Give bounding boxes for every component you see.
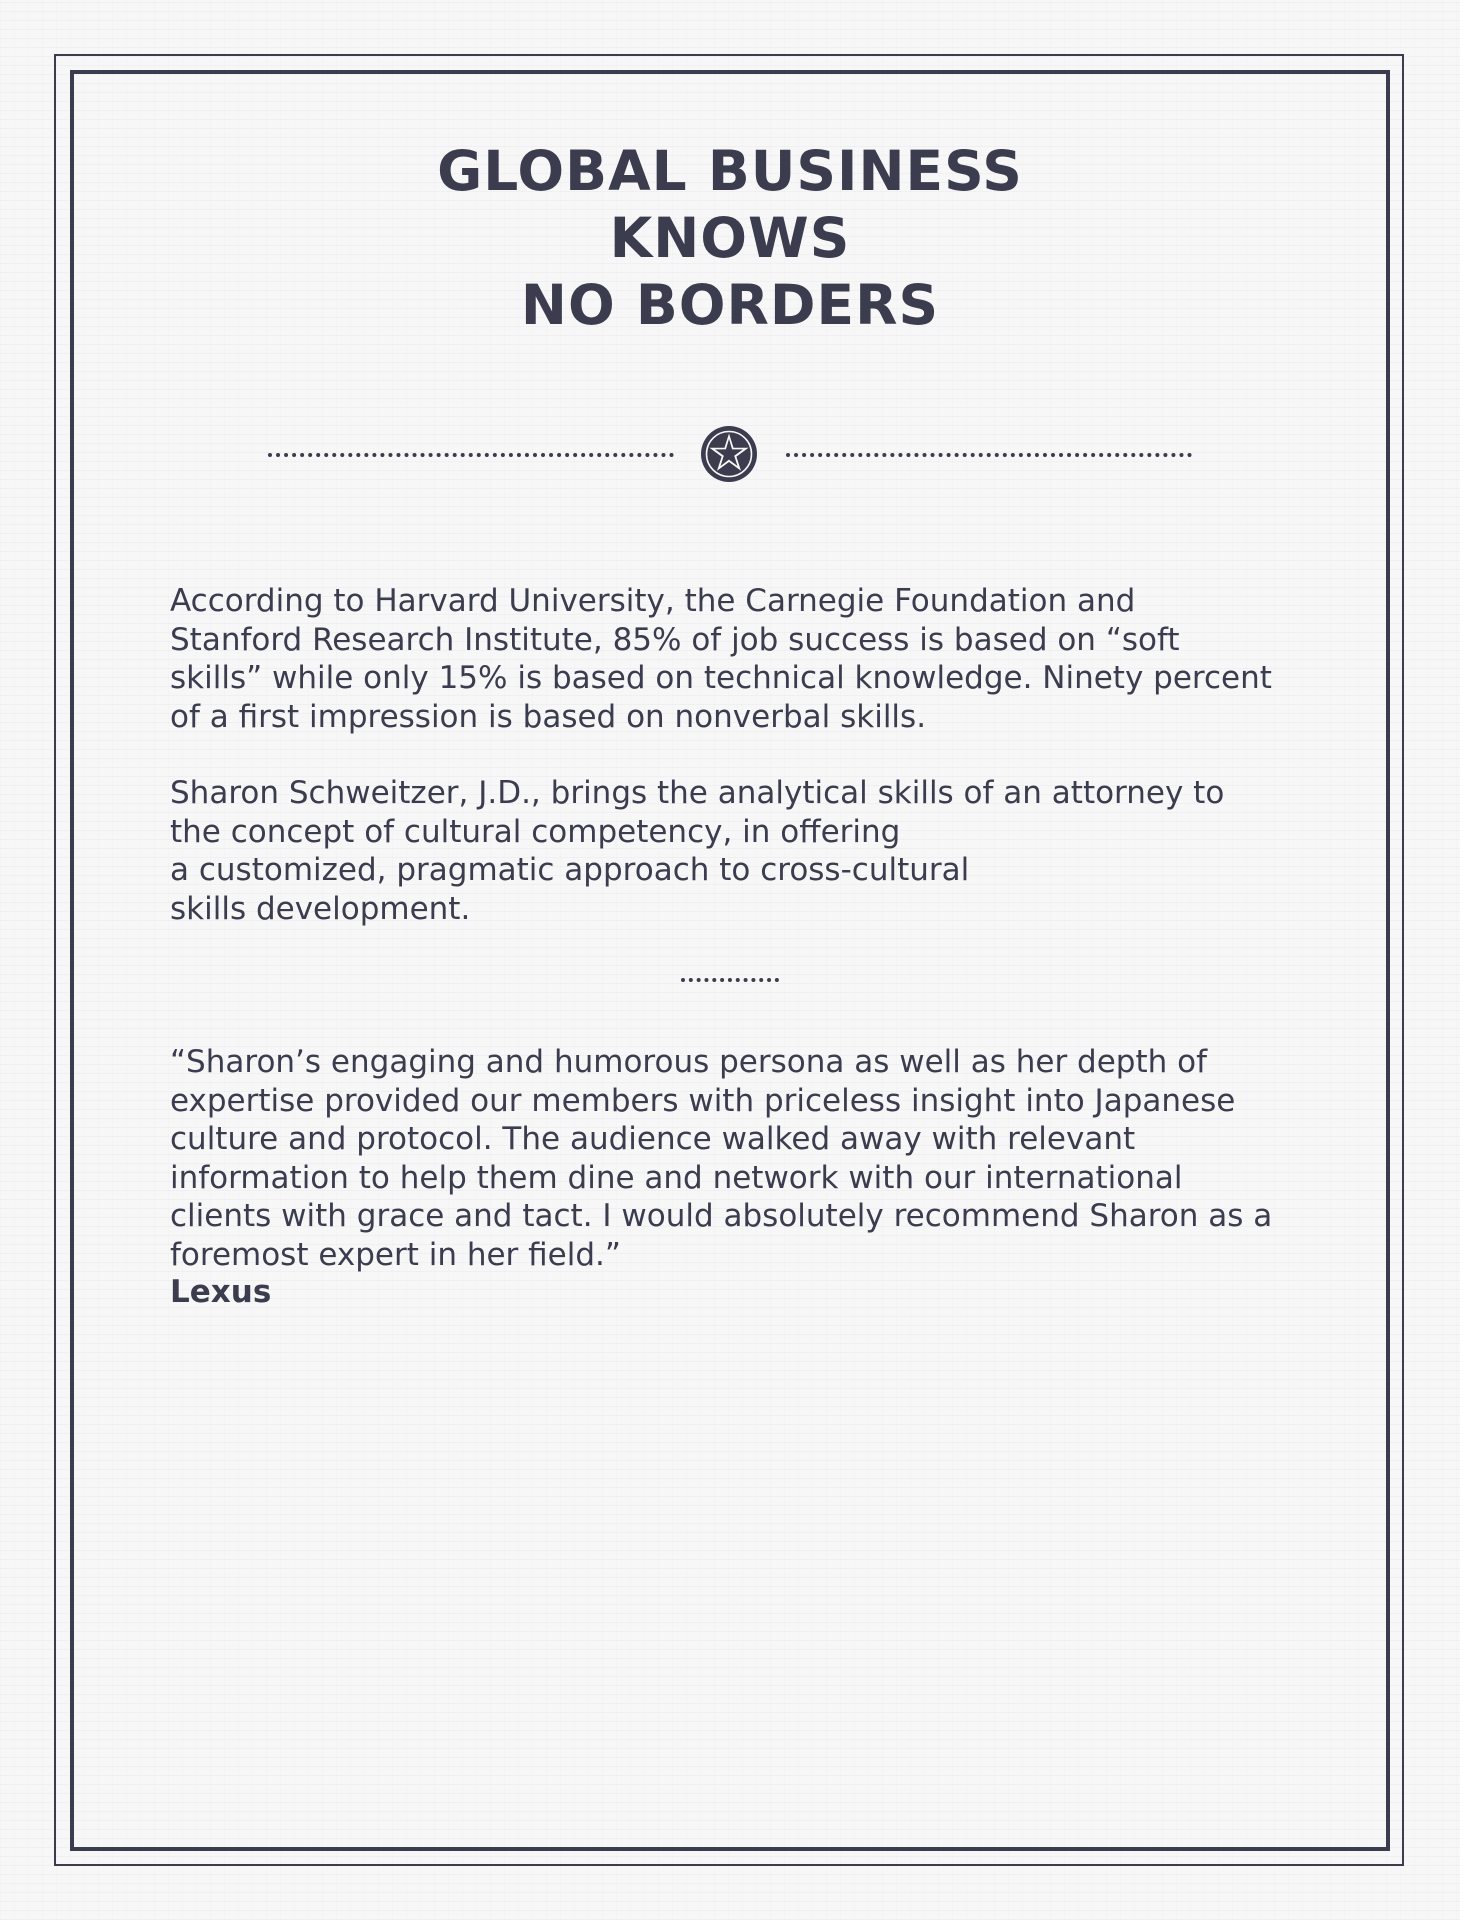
quote-line-1: “Sharon’s engaging and humorous persona as well as her depth of: [170, 1044, 1208, 1080]
dotted-rule-left: [268, 453, 674, 457]
quote-line-6: foremost expert in her field.”: [170, 1236, 621, 1273]
short-dotted-separator: [681, 978, 779, 982]
testimonial-quote: [170, 1043, 1290, 1274]
intro-line-1: According to Harvard University, the Carnegie Foundation and: [170, 583, 1136, 619]
quote-line-2: expertise provided our members with priceless insight into Japanese: [170, 1082, 1236, 1119]
intro-line-2: Stanford Research Institute, 85% of job success is based on “soft: [170, 621, 1180, 658]
intro-line-4: of a first impression is based on nonverbal skills.: [170, 698, 927, 735]
bio-line-4: skills development.: [170, 890, 471, 927]
intro-line-3: skills” while only 15% is based on technical knowledge. Ninety percent: [170, 660, 1272, 696]
page-title: [0, 138, 1460, 339]
quote-line-3: culture and protocol. The audience walked away with relevant: [170, 1121, 1136, 1157]
quote-line-5: clients with grace and tact. I would absolutely recommend Sharon as a: [170, 1198, 1273, 1234]
title-line-3: NO BORDERS: [520, 273, 940, 337]
title-line-1: GLOBAL BUSINESS: [437, 139, 1023, 203]
bio-line-1: Sharon Schweitzer, J.D., brings the analytical skills of an attorney to: [170, 775, 1225, 811]
bio-paragraph: [170, 774, 1290, 928]
dotted-rule-right: [786, 453, 1192, 457]
title-line-2: KNOWS: [609, 206, 851, 270]
testimonial-attribution: Lexus: [170, 1274, 272, 1310]
intro-paragraph: [170, 582, 1290, 736]
quote-line-4: information to help them dine and network with our international: [170, 1159, 1183, 1196]
bio-line-2: the concept of cultural competency, in offering: [170, 813, 901, 850]
ornamental-divider: [0, 420, 1460, 490]
star-in-circle-icon: [697, 422, 761, 486]
bio-line-3: a customized, pragmatic approach to cross-cultural: [170, 852, 970, 888]
